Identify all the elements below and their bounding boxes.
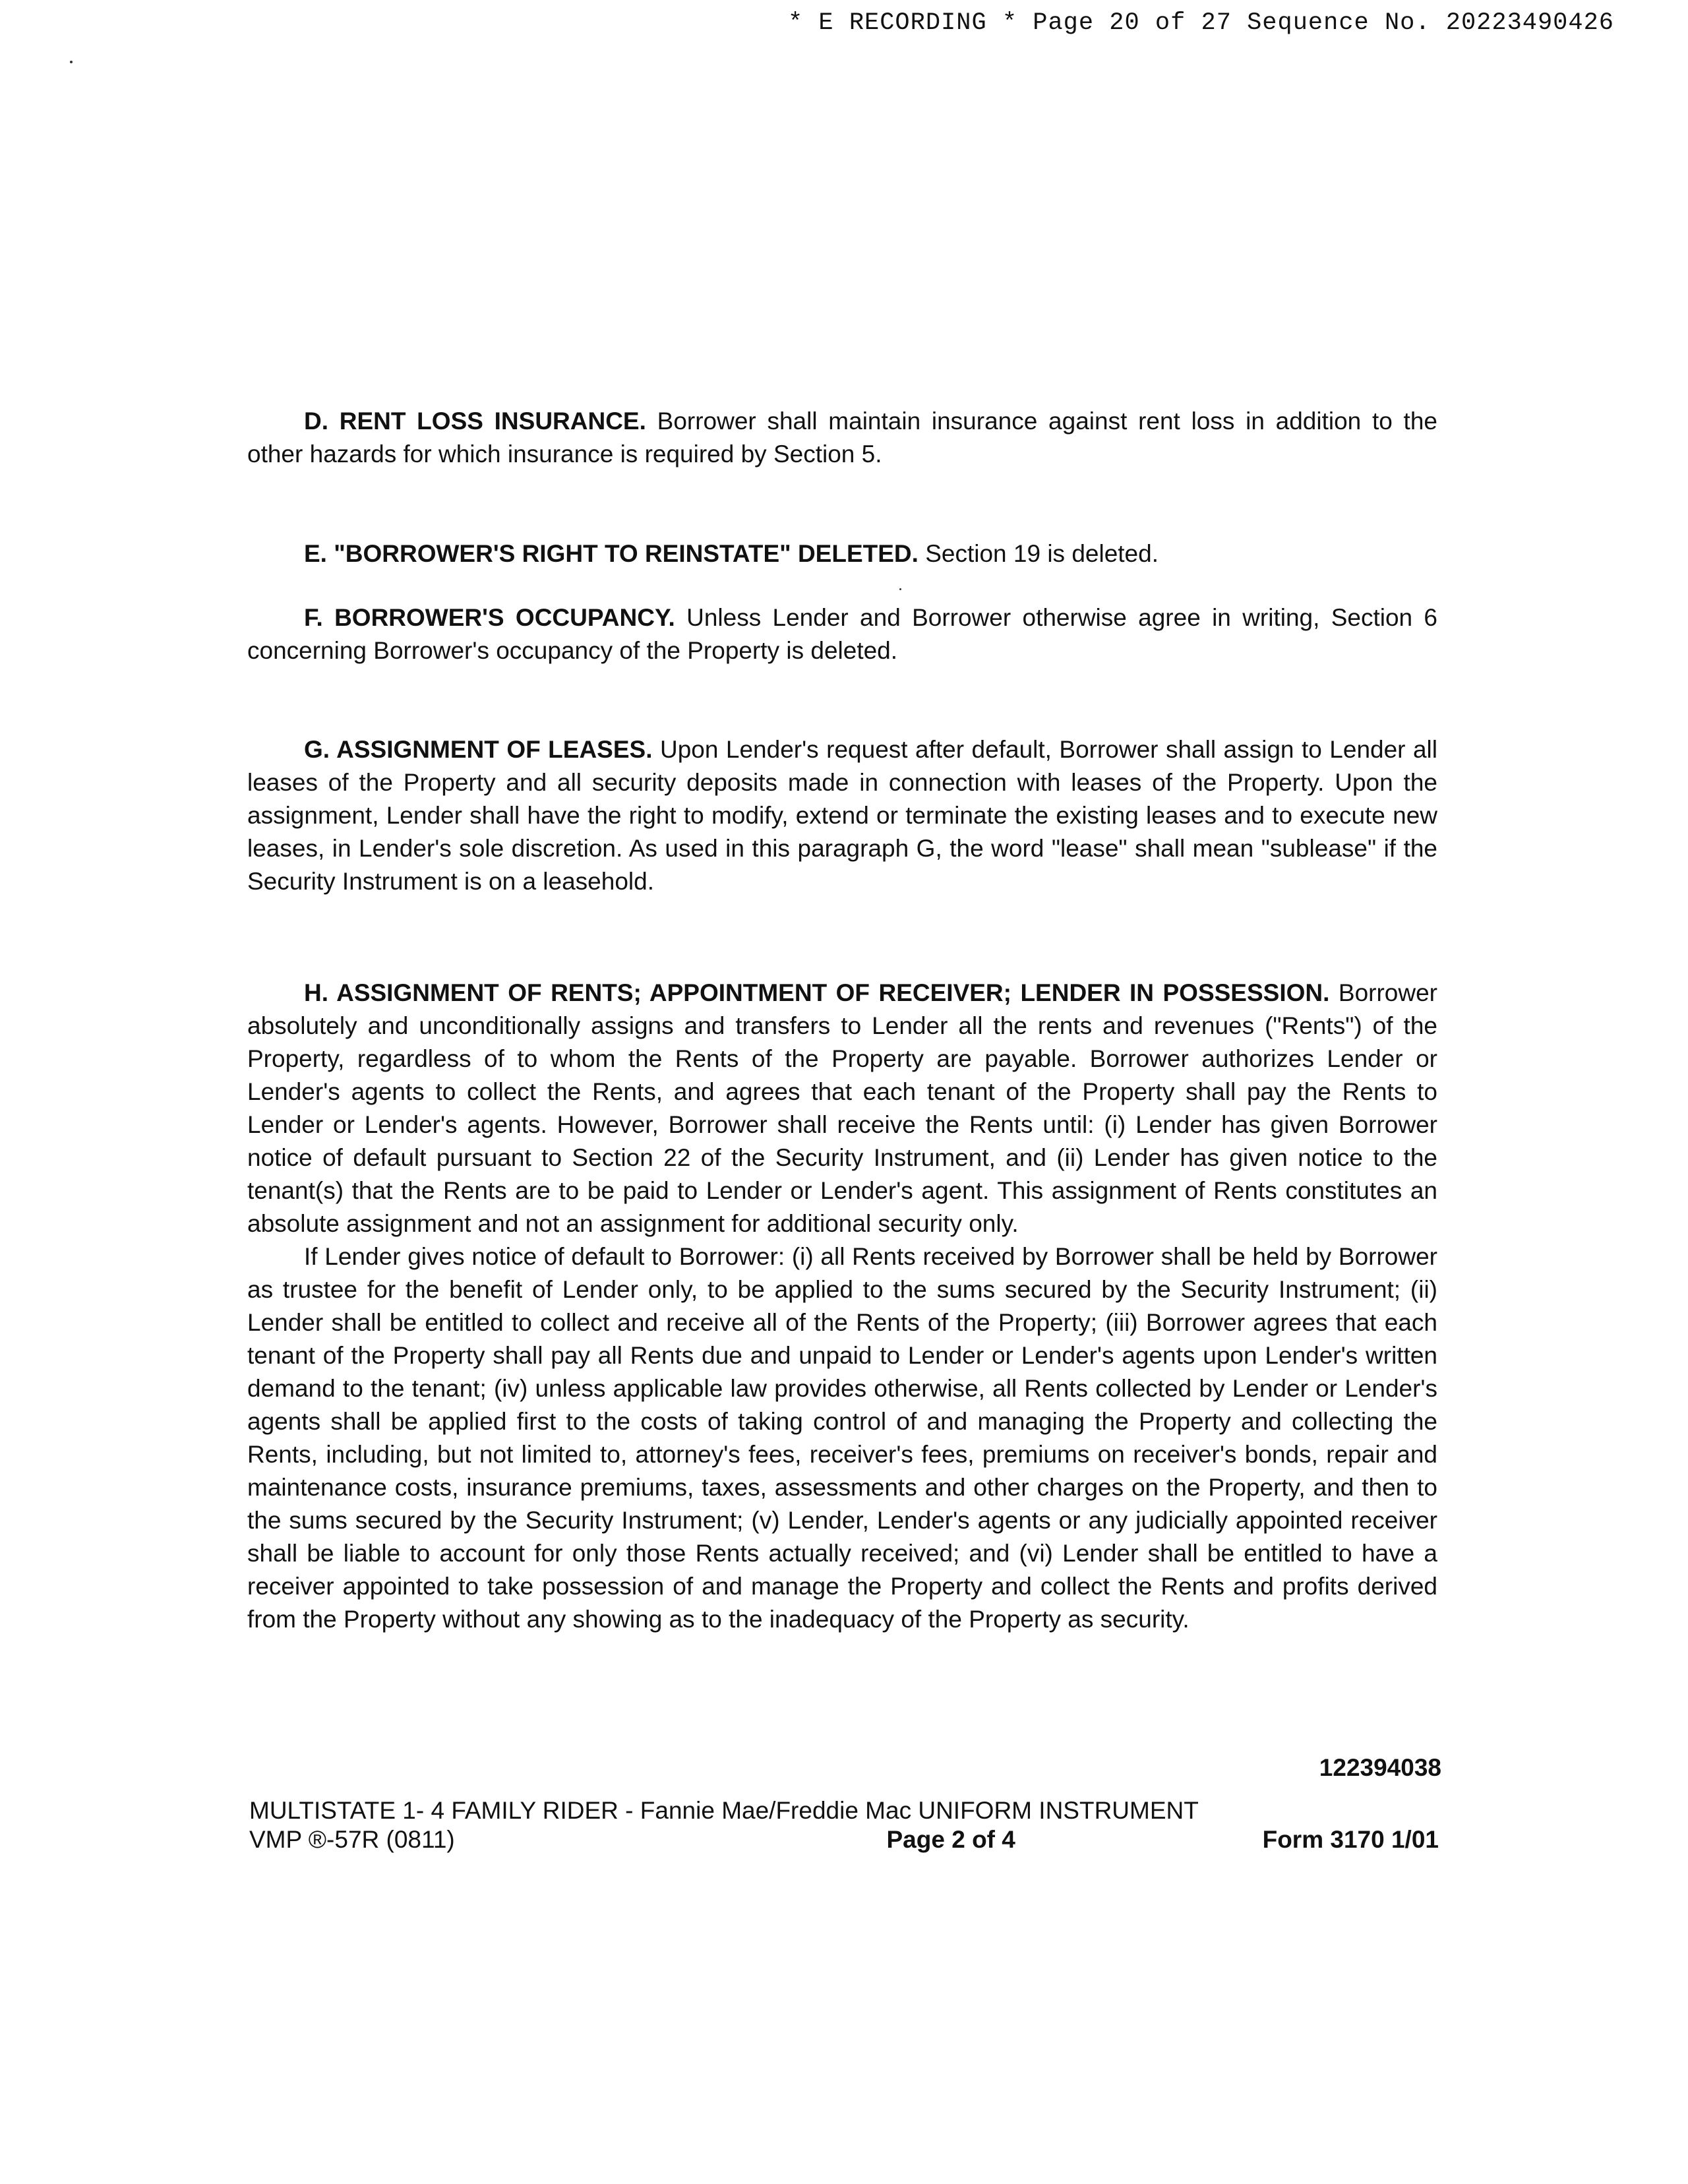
footer-title-suffix: Fannie Mae/Freddie Mac UNIFORM INSTRUMENT bbox=[640, 1797, 1199, 1824]
section-heading: G. ASSIGNMENT OF LEASES. bbox=[304, 736, 653, 763]
footer-page-number: Page 2 of 4 bbox=[886, 1826, 1015, 1853]
footer-form-code: VMP ®-57R (0811) bbox=[249, 1826, 455, 1853]
section-heading: E. "BORROWER'S RIGHT TO REINSTATE" DELETED. bbox=[304, 540, 919, 567]
section-text: Borrower shall maintain insurance against rent loss in addition to the other hazards for which insurance is required by Section 5. bbox=[247, 408, 1437, 468]
section-rent-loss-insurance bbox=[247, 405, 1437, 471]
form-footer bbox=[249, 1796, 1439, 1854]
section-text: Unless Lender and Borrower otherwise agree in writing, Section 6 concerning Borrower's occupancy of the Property is deleted. bbox=[247, 604, 1437, 664]
loan-number: 122394038 bbox=[1319, 1754, 1441, 1781]
scan-speck bbox=[70, 61, 73, 63]
footer-form-number: Form 3170 1/01 bbox=[1262, 1826, 1439, 1853]
section-text: Borrower absolutely and unconditionally assigns and transfers to Lender all the rents and revenues ("Rents") of the Property, regardless of to whom the Rents of the Property are payable. Borrower authorizes Lender or Lender's agents to collect the Rents, and agrees that each tenant of the Property shall pay the Rents to Lender or Lender's agents. However, Borrower shall receive the Rents until: (i) Lender has given Borrower notice of default pursuant to Section 22 of the Security Instrument, and (ii) Lender has given notice to the tenant(s) that the Rents are to be paid to Lender or Lender's agent. This assignment of Rents constitutes an absolute assignment and not an assignment for additional security only. bbox=[247, 979, 1437, 1237]
section-heading: H. ASSIGNMENT OF RENTS; APPOINTMENT OF RECEIVER; LENDER IN POSSESSION. bbox=[304, 979, 1330, 1006]
paragraph: If Lender gives notice of default to Borrower: (i) all Rents received by Borrower shall be held by Borrower as trustee for the benefit of Lender only, to be applied to the sums secured by the Security Instrument; (ii) Lender shall be entitled to collect and receive all of the Rents of the Property; (iii) Borrower agrees that each tenant of the Property shall pay all Rents due and unpaid to Lender or Lender's agents upon Lender's written demand to the tenant; (iv) unless applicable law provides otherwise, all Rents collected by Lender or Lender's agents shall be applied first to the costs of taking control of and managing the Property and collecting the Rents, including, but not limited to, attorney's fees, receiver's fees, premiums on receiver's bonds, repair and maintenance costs, insurance premiums, taxes, assessments and other charges on the Property, and then to the sums secured by the Security Instrument; (v) Lender, Lender's agents or any judicially appointed receiver shall be liable to account for only those Rents actually received; and (vi) Lender shall be entitled to have a receiver appointed to take possession of and manage the Property and collect the Rents and profits derived from the Property without any showing as to the inadequacy of the Property as security. bbox=[247, 1243, 1437, 1633]
recording-header: * E RECORDING * Page 20 of 27 Sequence No. 20223490426 bbox=[788, 9, 1614, 37]
section-assignment-of-leases bbox=[247, 733, 1437, 898]
section-assignment-of-rents bbox=[247, 977, 1437, 1636]
footer-form-info bbox=[249, 1825, 1439, 1854]
section-right-to-reinstate bbox=[247, 537, 1437, 570]
scan-speck bbox=[899, 588, 901, 590]
paragraph bbox=[247, 405, 1437, 471]
paragraph bbox=[247, 537, 1437, 570]
paragraph bbox=[247, 733, 1437, 898]
footer-title-prefix: MULTISTATE 1- 4 FAMILY RIDER - bbox=[249, 1797, 640, 1824]
section-text: Section 19 is deleted. bbox=[918, 540, 1159, 567]
paragraph bbox=[247, 977, 1437, 1240]
section-text: Upon Lender's request after default, Borrower shall assign to Lender all leases of the Property and all security deposits made in connection with leases of the Property. Upon the assignment, Lender shall have the right to modify, extend or terminate the existing leases and to execute new leases, in Lender's sole discretion. As used in this paragraph G, the word "lease" shall mean "sublease" if the Security Instrument is on a leasehold. bbox=[247, 736, 1437, 895]
section-heading: F. BORROWER'S OCCUPANCY. bbox=[304, 604, 675, 631]
section-borrower-occupancy bbox=[247, 601, 1437, 667]
footer-form-title bbox=[249, 1796, 1439, 1825]
section-heading: D. RENT LOSS INSURANCE. bbox=[304, 408, 646, 435]
paragraph bbox=[247, 601, 1437, 667]
